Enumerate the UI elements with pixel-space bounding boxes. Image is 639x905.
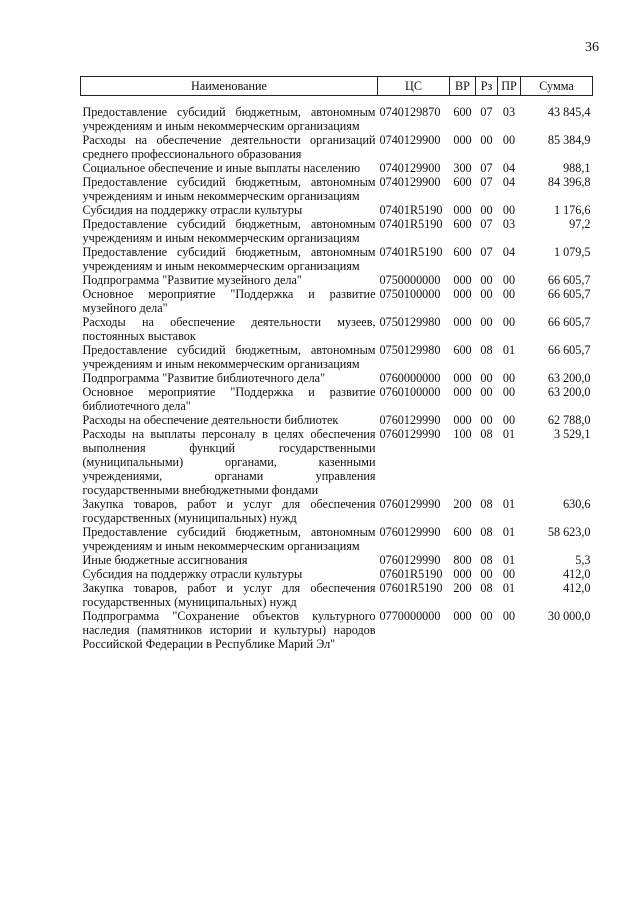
cell-name: Предоставление субсидий бюджетным, автономным учреждениям и иным некоммерческим организациям: [82, 343, 376, 371]
cell-vr: 000: [453, 287, 472, 301]
cell-sum: 62 788,0: [547, 413, 591, 427]
table-row: [81, 203, 593, 217]
cell-rz: 08: [480, 581, 493, 595]
cell-sum: 66 605,7: [547, 343, 591, 357]
cell-cs: 0750100000: [379, 287, 441, 301]
cell-name: Расходы на обеспечение деятельности библиотек: [82, 413, 339, 427]
cell-sum: 412,0: [563, 581, 591, 595]
cell-rz: 08: [480, 525, 493, 539]
page-number: 36: [585, 40, 599, 55]
cell-cs: 07601R5190: [379, 581, 443, 595]
cell-sum: 988,1: [563, 161, 591, 175]
cell-cs: 0760100000: [379, 385, 441, 399]
cell-sum: 63 200,0: [547, 371, 591, 385]
header-rz: Рз: [476, 77, 498, 96]
cell-pr: 04: [502, 161, 516, 175]
cell-rz: 07: [480, 175, 493, 189]
table-row: [81, 315, 593, 343]
cell-sum: 84 396,8: [547, 175, 591, 189]
cell-cs: 07401R5190: [379, 203, 443, 217]
cell-rz: 00: [480, 385, 493, 399]
cell-sum: 5,3: [575, 553, 591, 567]
cell-cs: 0770000000: [379, 609, 441, 623]
cell-pr: 01: [502, 525, 516, 539]
cell-sum: 630,6: [563, 497, 591, 511]
cell-name: Иные бюджетные ассигнования: [82, 553, 248, 567]
table-row: [81, 371, 593, 385]
table-row: [81, 273, 593, 287]
cell-cs: 0760129990: [379, 413, 441, 427]
cell-rz: 00: [480, 287, 493, 301]
cell-sum: 97,2: [569, 217, 591, 231]
cell-pr: 00: [502, 609, 516, 623]
cell-vr: 600: [453, 245, 472, 259]
table-row: [81, 287, 593, 315]
cell-cs: 0740129900: [379, 161, 441, 175]
cell-vr: 200: [453, 581, 472, 595]
cell-name: Основное мероприятие "Поддержка и развитие музейного дела": [82, 287, 376, 315]
cell-rz: 08: [480, 427, 493, 441]
cell-name: Субсидия на поддержку отрасли культуры: [82, 203, 303, 217]
table-row: [81, 567, 593, 581]
cell-cs: 0740129900: [379, 175, 441, 189]
cell-name: Расходы на выплаты персоналу в целях обеспечения выполнения функций государственными (муниципальными) органами, казенными учреждениями, органами управления государственными внебюджетными фондами: [82, 427, 376, 497]
table-row: [81, 161, 593, 175]
table-row: [81, 96, 593, 134]
cell-name: Основное мероприятие "Поддержка и развитие библиотечного дела": [82, 385, 376, 413]
header-pr: ПР: [498, 77, 521, 96]
cell-sum: 85 384,9: [547, 133, 591, 147]
cell-cs: 0760129990: [379, 525, 441, 539]
table-row: [81, 525, 593, 553]
cell-vr: 000: [453, 273, 472, 287]
cell-rz: 07: [480, 245, 493, 259]
cell-cs: 0750000000: [379, 273, 441, 287]
cell-sum: 1 079,5: [553, 245, 591, 259]
cell-vr: 000: [453, 567, 472, 581]
cell-name: Предоставление субсидий бюджетным, автономным учреждениям и иным некоммерческим организациям: [82, 245, 376, 273]
header-name: Наименование: [81, 77, 378, 96]
cell-vr: 200: [453, 497, 472, 511]
cell-rz: 07: [480, 217, 493, 231]
cell-cs: 07401R5190: [379, 245, 443, 259]
cell-vr: 000: [453, 203, 472, 217]
cell-pr: 01: [502, 581, 516, 595]
cell-name: Подпрограмма "Сохранение объектов культурного наследия (памятников истории и культуры) народов Российской Федерации в Республике Марий Эл": [82, 609, 376, 651]
cell-cs: 0760129990: [379, 553, 441, 567]
cell-name: Предоставление субсидий бюджетным, автономным учреждениям и иным некоммерческим организациям: [82, 525, 376, 553]
cell-vr: 000: [453, 315, 472, 329]
cell-vr: 600: [453, 217, 472, 231]
cell-rz: 00: [480, 133, 493, 147]
cell-name: Социальное обеспечение и иные выплаты населению: [82, 161, 361, 175]
cell-vr: 000: [453, 371, 472, 385]
cell-vr: 000: [453, 609, 472, 623]
cell-rz: 08: [480, 343, 493, 357]
table-row: [81, 427, 593, 497]
cell-vr: 000: [453, 413, 472, 427]
cell-vr: 100: [453, 427, 472, 441]
cell-rz: 00: [480, 203, 493, 217]
header-vr: ВР: [450, 77, 476, 96]
cell-sum: 412,0: [563, 567, 591, 581]
cell-vr: 000: [453, 385, 472, 399]
cell-name: Расходы на обеспечение деятельности музеев, постоянных выставок: [82, 315, 376, 343]
table-row: [81, 175, 593, 203]
cell-rz: 07: [480, 105, 493, 119]
cell-rz: 00: [480, 609, 493, 623]
table-row: [81, 245, 593, 273]
cell-pr: 01: [502, 427, 516, 441]
cell-rz: 08: [480, 497, 493, 511]
cell-vr: 600: [453, 175, 472, 189]
table-row: [81, 497, 593, 525]
cell-pr: 00: [502, 315, 516, 329]
cell-sum: 63 200,0: [547, 385, 591, 399]
cell-rz: 08: [480, 553, 493, 567]
table-row: [81, 217, 593, 245]
cell-cs: 0740129870: [379, 105, 441, 119]
cell-pr: 01: [502, 497, 516, 511]
table-row: [81, 609, 593, 651]
cell-vr: 600: [453, 105, 472, 119]
cell-name: Предоставление субсидий бюджетным, автономным учреждениям и иным некоммерческим организациям: [82, 105, 376, 133]
cell-name: Подпрограмма "Развитие музейного дела": [82, 273, 302, 287]
cell-sum: 66 605,7: [547, 273, 591, 287]
cell-cs: 0760000000: [379, 371, 441, 385]
table-row: [81, 385, 593, 413]
cell-pr: 01: [502, 553, 516, 567]
cell-cs: 0760129990: [379, 427, 441, 441]
cell-cs: 0740129900: [379, 133, 441, 147]
cell-name: Закупка товаров, работ и услуг для обеспечения государственных (муниципальных) нужд: [82, 581, 376, 609]
cell-cs: 07601R5190: [379, 567, 443, 581]
cell-rz: 00: [480, 371, 493, 385]
cell-vr: 600: [453, 343, 472, 357]
cell-name: Расходы на обеспечение деятельности организаций среднего профессионального образования: [82, 133, 376, 161]
cell-vr: 300: [453, 161, 472, 175]
cell-pr: 00: [502, 371, 516, 385]
cell-vr: 800: [453, 553, 472, 567]
cell-vr: 000: [453, 133, 472, 147]
cell-pr: 00: [502, 287, 516, 301]
cell-rz: 00: [480, 273, 493, 287]
table-row: [81, 413, 593, 427]
cell-cs: 07401R5190: [379, 217, 443, 231]
cell-pr: 03: [502, 217, 516, 231]
header-cs: ЦС: [378, 77, 450, 96]
cell-sum: 66 605,7: [547, 315, 591, 329]
cell-cs: 0750129980: [379, 315, 441, 329]
budget-table: [80, 76, 593, 651]
cell-sum: 43 845,4: [547, 105, 591, 119]
cell-pr: 03: [502, 105, 516, 119]
cell-pr: 00: [502, 133, 516, 147]
cell-name: Закупка товаров, работ и услуг для обеспечения государственных (муниципальных) нужд: [82, 497, 376, 525]
cell-pr: 00: [502, 413, 516, 427]
cell-sum: 66 605,7: [547, 287, 591, 301]
cell-rz: 00: [480, 567, 493, 581]
cell-pr: 00: [502, 385, 516, 399]
header-sum: Сумма: [521, 77, 593, 96]
cell-vr: 600: [453, 525, 472, 539]
table-body: [81, 96, 593, 652]
cell-name: Предоставление субсидий бюджетным, автономным учреждениям и иным некоммерческим организациям: [82, 217, 376, 245]
cell-sum: 30 000,0: [547, 609, 591, 623]
cell-name: Предоставление субсидий бюджетным, автономным учреждениям и иным некоммерческим организациям: [82, 175, 376, 203]
cell-pr: 04: [502, 175, 516, 189]
cell-rz: 07: [480, 161, 493, 175]
cell-rz: 00: [480, 315, 493, 329]
table-row: [81, 553, 593, 567]
cell-pr: 00: [502, 567, 516, 581]
table-row: [81, 581, 593, 609]
table-header-row: [81, 77, 593, 96]
table-row: [81, 343, 593, 371]
cell-cs: 0760129990: [379, 497, 441, 511]
cell-name: Субсидия на поддержку отрасли культуры: [82, 567, 303, 581]
cell-cs: 0750129980: [379, 343, 441, 357]
cell-pr: 01: [502, 343, 516, 357]
table-row: [81, 133, 593, 161]
cell-name: Подпрограмма "Развитие библиотечного дела": [82, 371, 326, 385]
cell-pr: 00: [502, 203, 516, 217]
cell-rz: 00: [480, 413, 493, 427]
cell-sum: 1 176,6: [553, 203, 591, 217]
cell-sum: 58 623,0: [547, 525, 591, 539]
cell-pr: 04: [502, 245, 516, 259]
cell-pr: 00: [502, 273, 516, 287]
cell-sum: 3 529,1: [553, 427, 591, 441]
